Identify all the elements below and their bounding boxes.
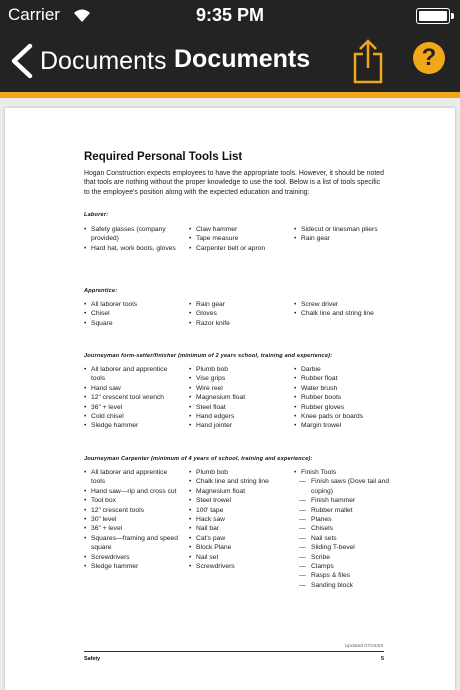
document-page[interactable] xyxy=(5,108,455,690)
list-item: — Sanding block xyxy=(294,581,390,590)
page-number: 5 xyxy=(381,656,384,662)
back-button-label: Documents xyxy=(40,46,167,75)
laborer-column-2 xyxy=(189,225,293,253)
list-item: • 36" + level xyxy=(84,403,180,412)
list-item: • Hand saw—rip and cross cut xyxy=(84,487,182,496)
list-item: • Squares—framing and speed square xyxy=(84,534,182,553)
list-item: • Carpenter belt or apron xyxy=(189,244,293,253)
list-item: • Water brush xyxy=(294,384,394,393)
list-item: — Planes xyxy=(294,515,390,524)
list-item: • All laborer and apprentice tools xyxy=(84,365,180,384)
list-item: • Tool box xyxy=(84,496,182,505)
list-item: • Vise grips xyxy=(189,374,293,383)
list-item: • Margin trowel xyxy=(294,421,394,430)
list-item: • 12" crescent tool wrench xyxy=(84,393,180,402)
list-item: • Magnesium float xyxy=(189,487,293,496)
list-item: • Rubber boots xyxy=(294,393,394,402)
list-item: • Darbie xyxy=(294,365,394,374)
list-item: — Scribe xyxy=(294,553,390,562)
list-item: • Safety glasses (company provided) xyxy=(84,225,180,244)
footer-section-label: Safety xyxy=(84,656,101,662)
list-item: • Sledge hammer xyxy=(84,562,182,571)
chevron-left-icon xyxy=(8,43,36,79)
section-heading-apprentice: Apprentice: xyxy=(84,288,118,294)
carrier-label: Carrier xyxy=(8,5,60,24)
share-icon[interactable] xyxy=(352,38,384,84)
page-title: Documents xyxy=(174,45,311,73)
section-heading-carpenter: Journeyman Carpenter (minimum of 4 years of school, training and experience): xyxy=(84,456,313,462)
list-item: • Cat's paw xyxy=(189,534,293,543)
battery-icon xyxy=(416,8,450,24)
form-setter-column-2 xyxy=(189,365,293,431)
list-item: • Rain gear xyxy=(189,300,293,309)
back-button[interactable] xyxy=(8,40,166,82)
carpenter-column-2 xyxy=(189,468,293,571)
list-item: • All laborer and apprentice tools xyxy=(84,468,182,487)
list-item: • 30" level xyxy=(84,515,182,524)
list-item: • Magnesium float xyxy=(189,393,293,402)
list-item: — Finish hammer xyxy=(294,496,390,505)
list-item: • Hand jointer xyxy=(189,421,293,430)
navigation-bar xyxy=(0,30,460,92)
footer-divider xyxy=(84,651,384,652)
list-item: • Rubber float xyxy=(294,374,394,383)
section-heading-form-setter: Journeyman form-setter/finisher (minimum of 2 years school, training and experience): xyxy=(84,353,333,359)
list-item: • Steel trowel xyxy=(189,496,293,505)
list-item: • Claw hammer xyxy=(189,225,293,234)
list-item: — Clamps xyxy=(294,562,390,571)
status-bar xyxy=(0,0,460,30)
list-item: — Sliding T-bevel xyxy=(294,543,390,552)
list-item: • Screw driver xyxy=(294,300,394,309)
list-item: — Chisels xyxy=(294,524,390,533)
apprentice-column-2 xyxy=(189,300,293,328)
list-item: • Nail bar xyxy=(189,524,293,533)
list-item: — Nail sets xyxy=(294,534,390,543)
list-item: • 12" crescent tools xyxy=(84,506,182,515)
list-item: • Block Plane xyxy=(189,543,293,552)
accent-strip xyxy=(0,92,460,98)
list-item: • 100' tape xyxy=(189,506,293,515)
list-item: • Hack saw xyxy=(189,515,293,524)
form-setter-column-1 xyxy=(84,365,180,431)
carpenter-column-1 xyxy=(84,468,182,571)
list-item: • Hand edgers xyxy=(189,412,293,421)
list-item: • Finish Tools xyxy=(294,468,390,477)
list-item: • Knee pads or boards xyxy=(294,412,394,421)
list-item: • Cold chisel xyxy=(84,412,180,421)
list-item: • Chalk line and string line xyxy=(189,477,293,486)
list-item: • Square xyxy=(84,319,180,328)
list-item: • Rain gear xyxy=(294,234,386,243)
list-item: • Hand saw xyxy=(84,384,180,393)
carpenter-column-3 xyxy=(294,468,390,590)
apprentice-column-1 xyxy=(84,300,180,328)
list-item: • Razor knife xyxy=(189,319,293,328)
list-item: • Tape measure xyxy=(189,234,293,243)
apprentice-column-3 xyxy=(294,300,394,319)
list-item: • Nail set xyxy=(189,553,293,562)
list-item: • Steel float xyxy=(189,403,293,412)
list-item: • Chalk line and string line xyxy=(294,309,394,318)
list-item: — Finish saws (Dove tail and coping) xyxy=(294,477,390,496)
updated-date: Updated 07/24/05 xyxy=(344,644,383,649)
list-item: • Gloves xyxy=(189,309,293,318)
list-item: • Rubber gloves xyxy=(294,403,394,412)
list-item: • Plumb bob xyxy=(189,468,293,477)
list-item: • Screwdrivers xyxy=(189,562,293,571)
list-item: • Plumb bob xyxy=(189,365,293,374)
list-item: • All laborer tools xyxy=(84,300,180,309)
list-item: — Rasps & files xyxy=(294,571,390,580)
document-title: Required Personal Tools List xyxy=(84,151,243,163)
list-item: • Sledge hammer xyxy=(84,421,180,430)
list-item: • Sidecut or linesman pliers xyxy=(294,225,386,234)
list-item: • Hard hat, work boots, gloves xyxy=(84,244,180,253)
document-intro: Hogan Construction expects employees to have the appropriate tools. However, it should be noted that tools are nothing without the proper knowledge to use the tool. Below is a list of tools specific to the employee's position along with the expected education and training: xyxy=(84,170,384,196)
list-item: • Wire reel xyxy=(189,384,293,393)
list-item: • 36" + level xyxy=(84,524,182,533)
laborer-column-3 xyxy=(294,225,386,244)
list-item: • Screwdrivers xyxy=(84,553,182,562)
help-icon: ? xyxy=(421,44,437,71)
laborer-column-1 xyxy=(84,225,180,253)
help-button[interactable] xyxy=(413,42,445,74)
clock-label: 9:35 PM xyxy=(195,5,265,25)
list-item: — Rubber mallet xyxy=(294,506,390,515)
list-item: • Chisel xyxy=(84,309,180,318)
section-heading-laborer: Laborer: xyxy=(84,212,109,218)
form-setter-column-3 xyxy=(294,365,394,431)
